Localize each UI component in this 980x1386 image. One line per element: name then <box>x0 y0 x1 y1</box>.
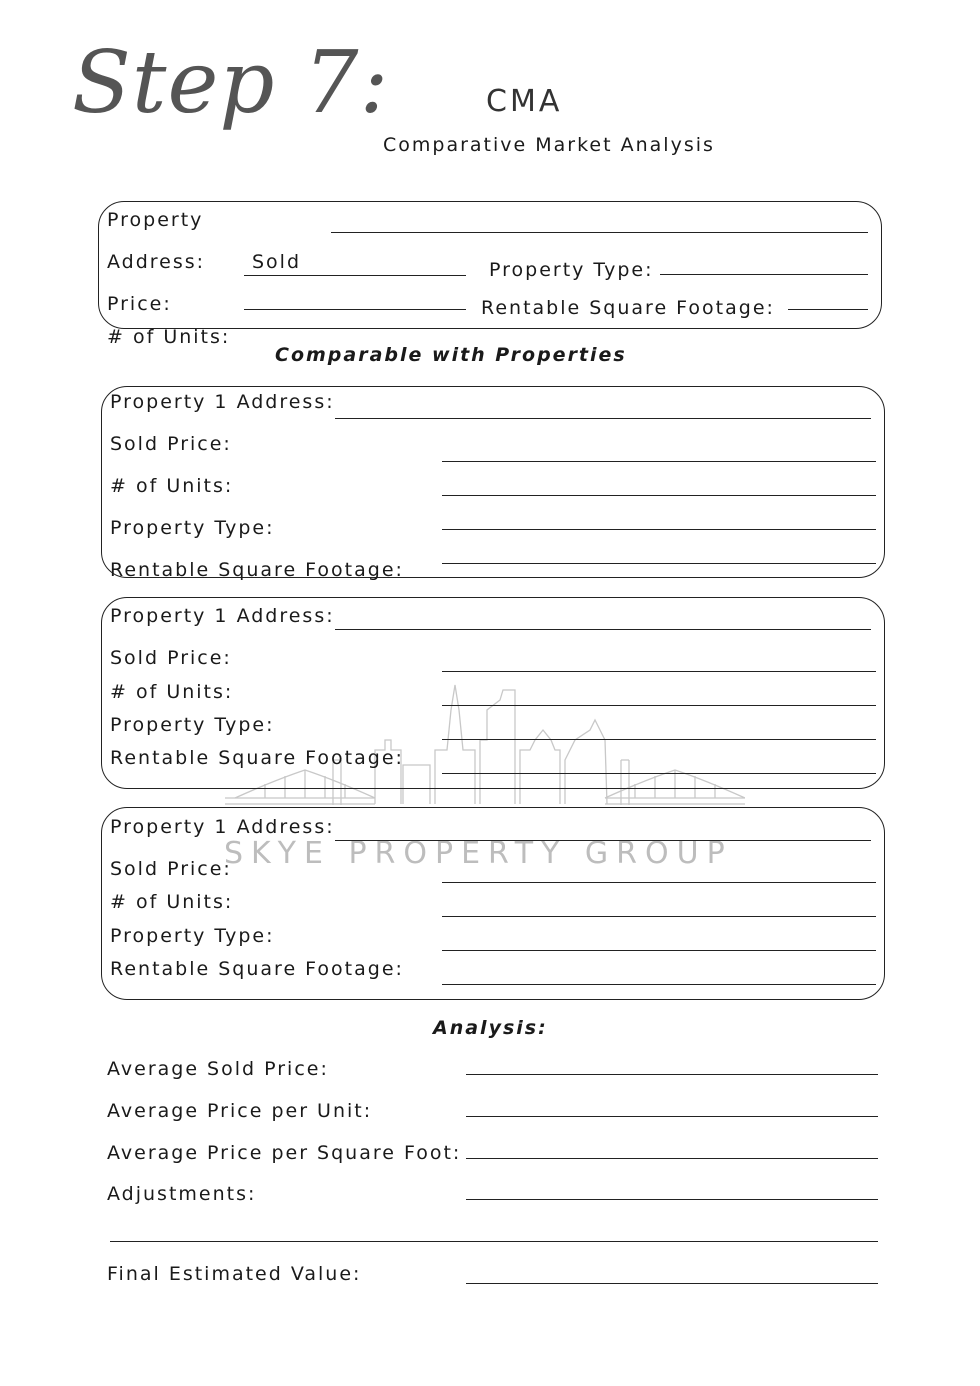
subject-units-label: # of Units: <box>107 326 231 348</box>
watermark-text: SKYE PROPERTY GROUP <box>224 836 733 871</box>
step-title: Step 7: <box>72 33 390 133</box>
adjustments-line[interactable] <box>466 1199 878 1200</box>
analysis-heading: Analysis: <box>433 1017 548 1039</box>
comp2-sold-price-label: Sold Price: <box>110 647 232 669</box>
subject-property-type-line[interactable] <box>660 274 868 275</box>
subject-price-line[interactable] <box>244 309 466 310</box>
comp3-address-line[interactable] <box>335 840 871 841</box>
avg-price-per-unit-label: Average Price per Unit: <box>107 1100 373 1122</box>
comp1-rentable-label: Rentable Square Footage: <box>110 559 404 581</box>
subject-price-label: Price: <box>107 293 172 315</box>
comp2-property-type-line[interactable] <box>442 739 876 740</box>
page-subtitle: Comparative Market Analysis <box>383 134 715 156</box>
comp1-address-label: Property 1 Address: <box>110 391 335 413</box>
comp3-sold-price-line[interactable] <box>442 882 876 883</box>
comp2-rentable-label: Rentable Square Footage: <box>110 747 404 769</box>
avg-price-per-unit-line[interactable] <box>466 1116 878 1117</box>
comp2-address-label: Property 1 Address: <box>110 605 335 627</box>
comp2-sold-price-line[interactable] <box>442 671 876 672</box>
avg-sold-price-line[interactable] <box>466 1074 878 1075</box>
comp3-units-line[interactable] <box>442 916 876 917</box>
subject-address-label: Address: <box>107 251 206 273</box>
comp3-property-type-label: Property Type: <box>110 925 275 947</box>
subject-rentable-line[interactable] <box>788 309 868 310</box>
adjustments-label: Adjustments: <box>107 1183 257 1205</box>
comp3-address-label: Property 1 Address: <box>110 816 335 838</box>
comp1-units-label: # of Units: <box>110 475 234 497</box>
comp2-units-label: # of Units: <box>110 681 234 703</box>
subject-sold-line[interactable] <box>244 275 466 276</box>
comp1-sold-price-label: Sold Price: <box>110 433 232 455</box>
adjustments-line-2[interactable] <box>110 1241 878 1242</box>
comp1-rentable-line[interactable] <box>442 563 876 564</box>
subject-property-type-label: Property Type: <box>489 259 654 281</box>
avg-price-per-sqft-label: Average Price per Square Foot: <box>107 1142 462 1164</box>
subject-property-line[interactable] <box>331 232 868 233</box>
subject-rentable-label: Rentable Square Footage: <box>481 297 775 319</box>
final-value-label: Final Estimated Value: <box>107 1263 362 1285</box>
comp2-property-type-label: Property Type: <box>110 714 275 736</box>
comp3-units-label: # of Units: <box>110 891 234 913</box>
comp1-sold-price-line[interactable] <box>442 461 876 462</box>
comp3-rentable-line[interactable] <box>442 984 876 985</box>
avg-price-per-sqft-line[interactable] <box>466 1158 878 1159</box>
comp1-property-type-label: Property Type: <box>110 517 275 539</box>
page-title: CMA <box>486 84 563 119</box>
comp2-units-line[interactable] <box>442 705 876 706</box>
comparables-heading: Comparable with Properties <box>275 344 627 366</box>
comp3-rentable-label: Rentable Square Footage: <box>110 958 404 980</box>
final-value-line[interactable] <box>466 1283 878 1284</box>
comp2-rentable-line[interactable] <box>442 773 876 774</box>
comp1-address-line[interactable] <box>335 418 871 419</box>
avg-sold-price-label: Average Sold Price: <box>107 1058 329 1080</box>
comp3-property-type-line[interactable] <box>442 950 876 951</box>
comp1-property-type-line[interactable] <box>442 529 876 530</box>
subject-property-label: Property <box>107 209 204 231</box>
comp2-address-line[interactable] <box>335 629 871 630</box>
comp3-sold-price-label: Sold Price: <box>110 858 232 880</box>
subject-sold-value: Sold <box>252 251 302 273</box>
comp1-units-line[interactable] <box>442 495 876 496</box>
